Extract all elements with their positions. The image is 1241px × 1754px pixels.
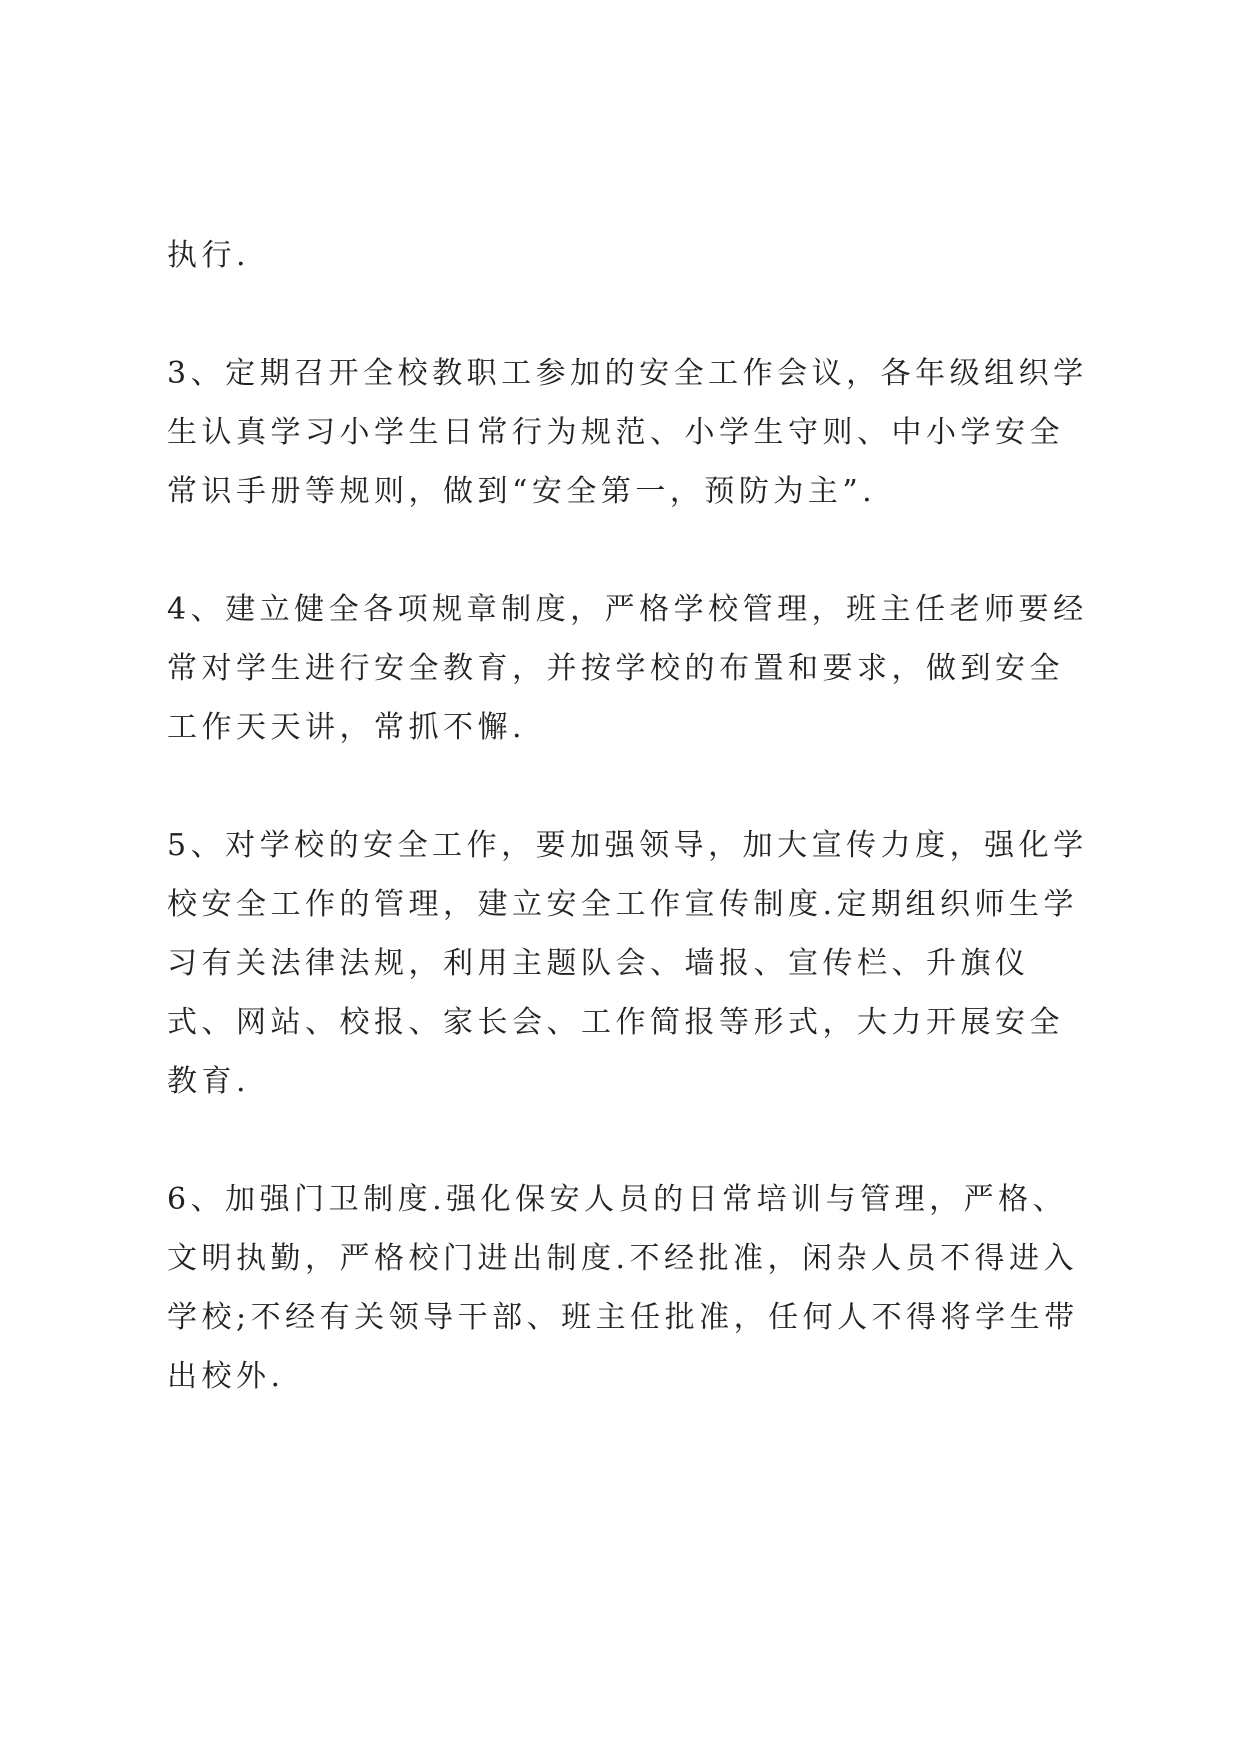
paragraph-item-4: 4、建立健全各项规章制度，严格学校管理，班主任老师要经常对学生进行安全教育，并按学校的布置和要求，做到安全工作天天讲，常抓不懈. bbox=[167, 592, 1088, 745]
document-body bbox=[167, 226, 1097, 1406]
paragraph-item-3: 3、定期召开全校教职工参加的安全工作会议，各年级组织学生认真学习小学生日常行为规范、小学生守则、中小学安全常识手册等规则，做到“安全第一，预防为主”. bbox=[167, 356, 1088, 509]
paragraph-item-6: 6、加强门卫制度.强化保安人员的日常培训与管理，严格、文明执勤，严格校门进出制度.不经批准，闲杂人员不得进入学校;不经有关领导干部、班主任批准，任何人不得将学生带出校外. bbox=[167, 1182, 1079, 1394]
paragraph-continuation: 执行. bbox=[167, 238, 251, 273]
paragraph-item-5: 5、对学校的安全工作，要加强领导，加大宣传力度，强化学校安全工作的管理，建立安全工作宣传制度.定期组织师生学习有关法律法规，利用主题队会、墙报、宣传栏、升旗仪式、网站、校报、家长会、工作简报等形式，大力开展安全教育. bbox=[167, 828, 1088, 1099]
